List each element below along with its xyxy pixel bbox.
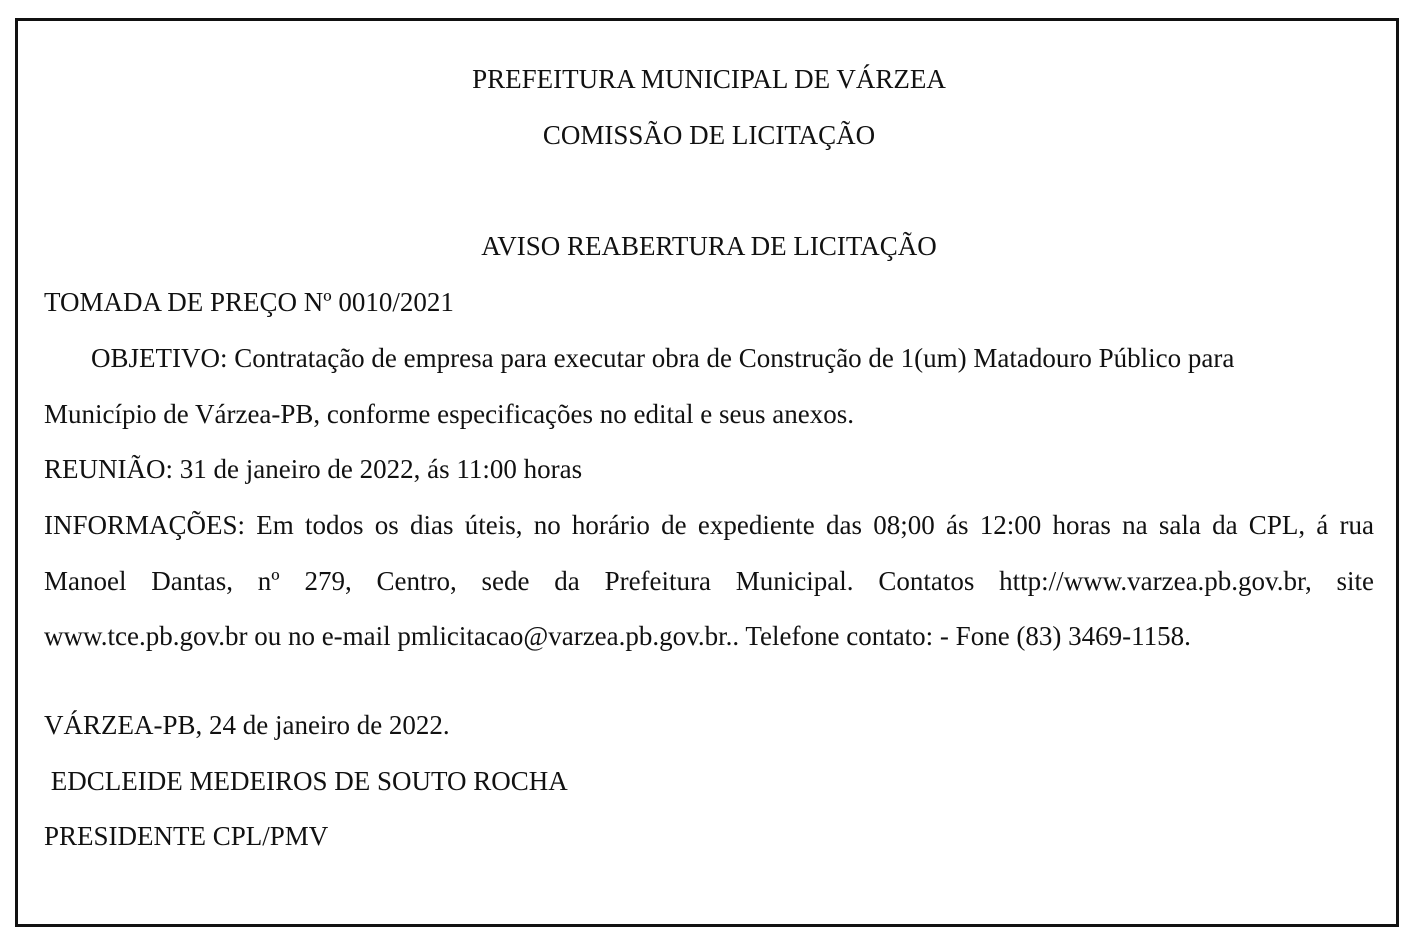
objective-line-2: Município de Várzea-PB, conforme especificações no edital e seus anexos.	[44, 399, 854, 429]
information-line-1: INFORMAÇÕES: Em todos os dias úteis, no horário de expediente das 08;00 ás 12:00 horas na sala da CPL, á rua	[44, 510, 1374, 540]
meeting-info: REUNIÃO: 31 de janeiro de 2022, ás 11:00 horas	[44, 454, 583, 484]
tender-number: TOMADA DE PREÇO Nº 0010/2021	[44, 287, 454, 317]
signatory-role: PRESIDENTE CPL/PMV	[44, 821, 329, 851]
organization-heading: PREFEITURA MUNICIPAL DE VÁRZEA	[472, 64, 946, 94]
objective-line-1: OBJETIVO: Contratação de empresa para executar obra de Construção de 1(um) Matadouro Público para	[91, 343, 1235, 373]
signatory-name: EDCLEIDE MEDEIROS DE SOUTO ROCHA	[44, 766, 568, 796]
information-line-2: Manoel Dantas, nº 279, Centro, sede da Prefeitura Municipal. Contatos http://www.varzea.pb.gov.br, site	[44, 566, 1374, 596]
information-line-3: www.tce.pb.gov.br ou no e-mail pmlicitacao@varzea.pb.gov.br.. Telefone contato: - Fone (83) 3469-1158.	[44, 621, 1191, 651]
place-date: VÁRZEA-PB, 24 de janeiro de 2022.	[44, 710, 450, 740]
notice-title: AVISO REABERTURA DE LICITAÇÃO	[481, 231, 937, 261]
commission-heading: COMISSÃO DE LICITAÇÃO	[542, 120, 876, 150]
